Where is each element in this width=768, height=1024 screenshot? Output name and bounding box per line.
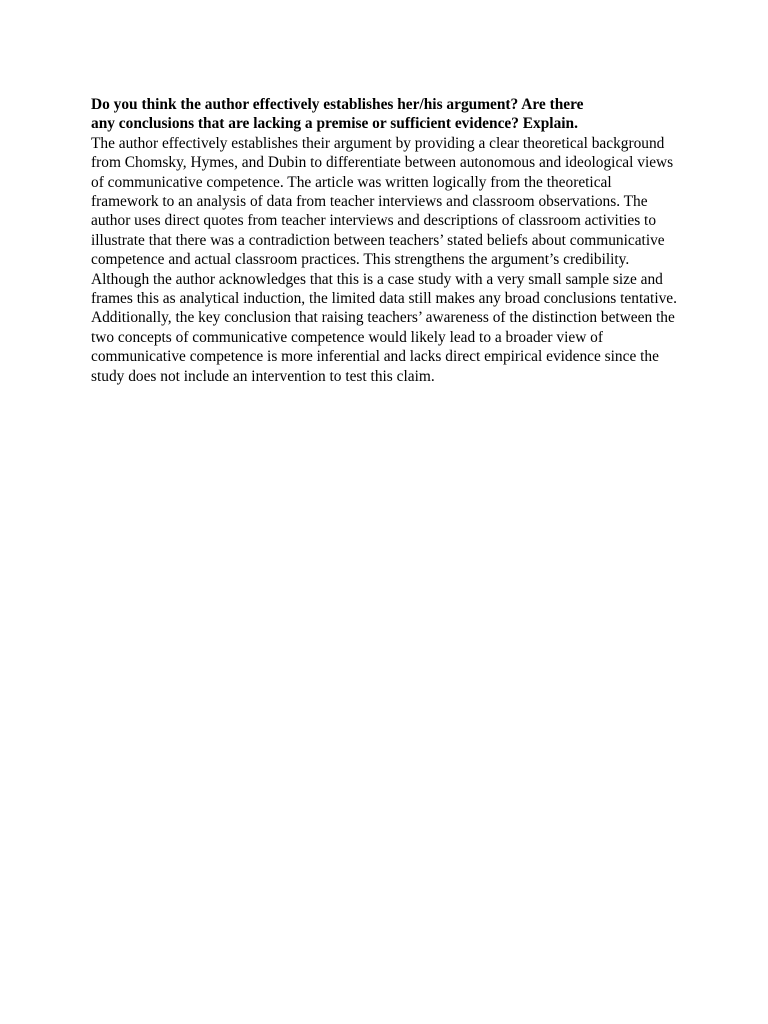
document-body [91,95,681,386]
question-heading: Do you think the author effectively establishes her/his argument? Are there any conclusions that are lacking a premise or sufficient evidence? Explain. [91,96,584,133]
answer-paragraph-1: The author effectively establishes their argument by providing a clear theoretical background from Chomsky, Hymes, and Dubin to differentiate between autonomous and ideological views of communicative competence. The article was written logically from the theoretical framework to an analysis of data from teacher interviews and classroom observations. The author uses direct quotes from teacher interviews and descriptions of classroom activities to illustrate that there was a contradiction between teachers’ stated beliefs about communicative competence and actual classroom practices. This strengthens the argument’s credibility. [91,134,674,269]
answer-paragraph-2: Although the author acknowledges that this is a case study with a very small sample size and frames this as analytical induction, the limited data still makes any broad conclusions tentative. Additionally, the key conclusion that raising teachers’ awareness of the distinction between the two concepts of communicative competence would likely lead to a broader view of communicative competence is more inferential and lacks direct empirical evidence since the study does not include an intervention to test this claim. [91,270,677,385]
